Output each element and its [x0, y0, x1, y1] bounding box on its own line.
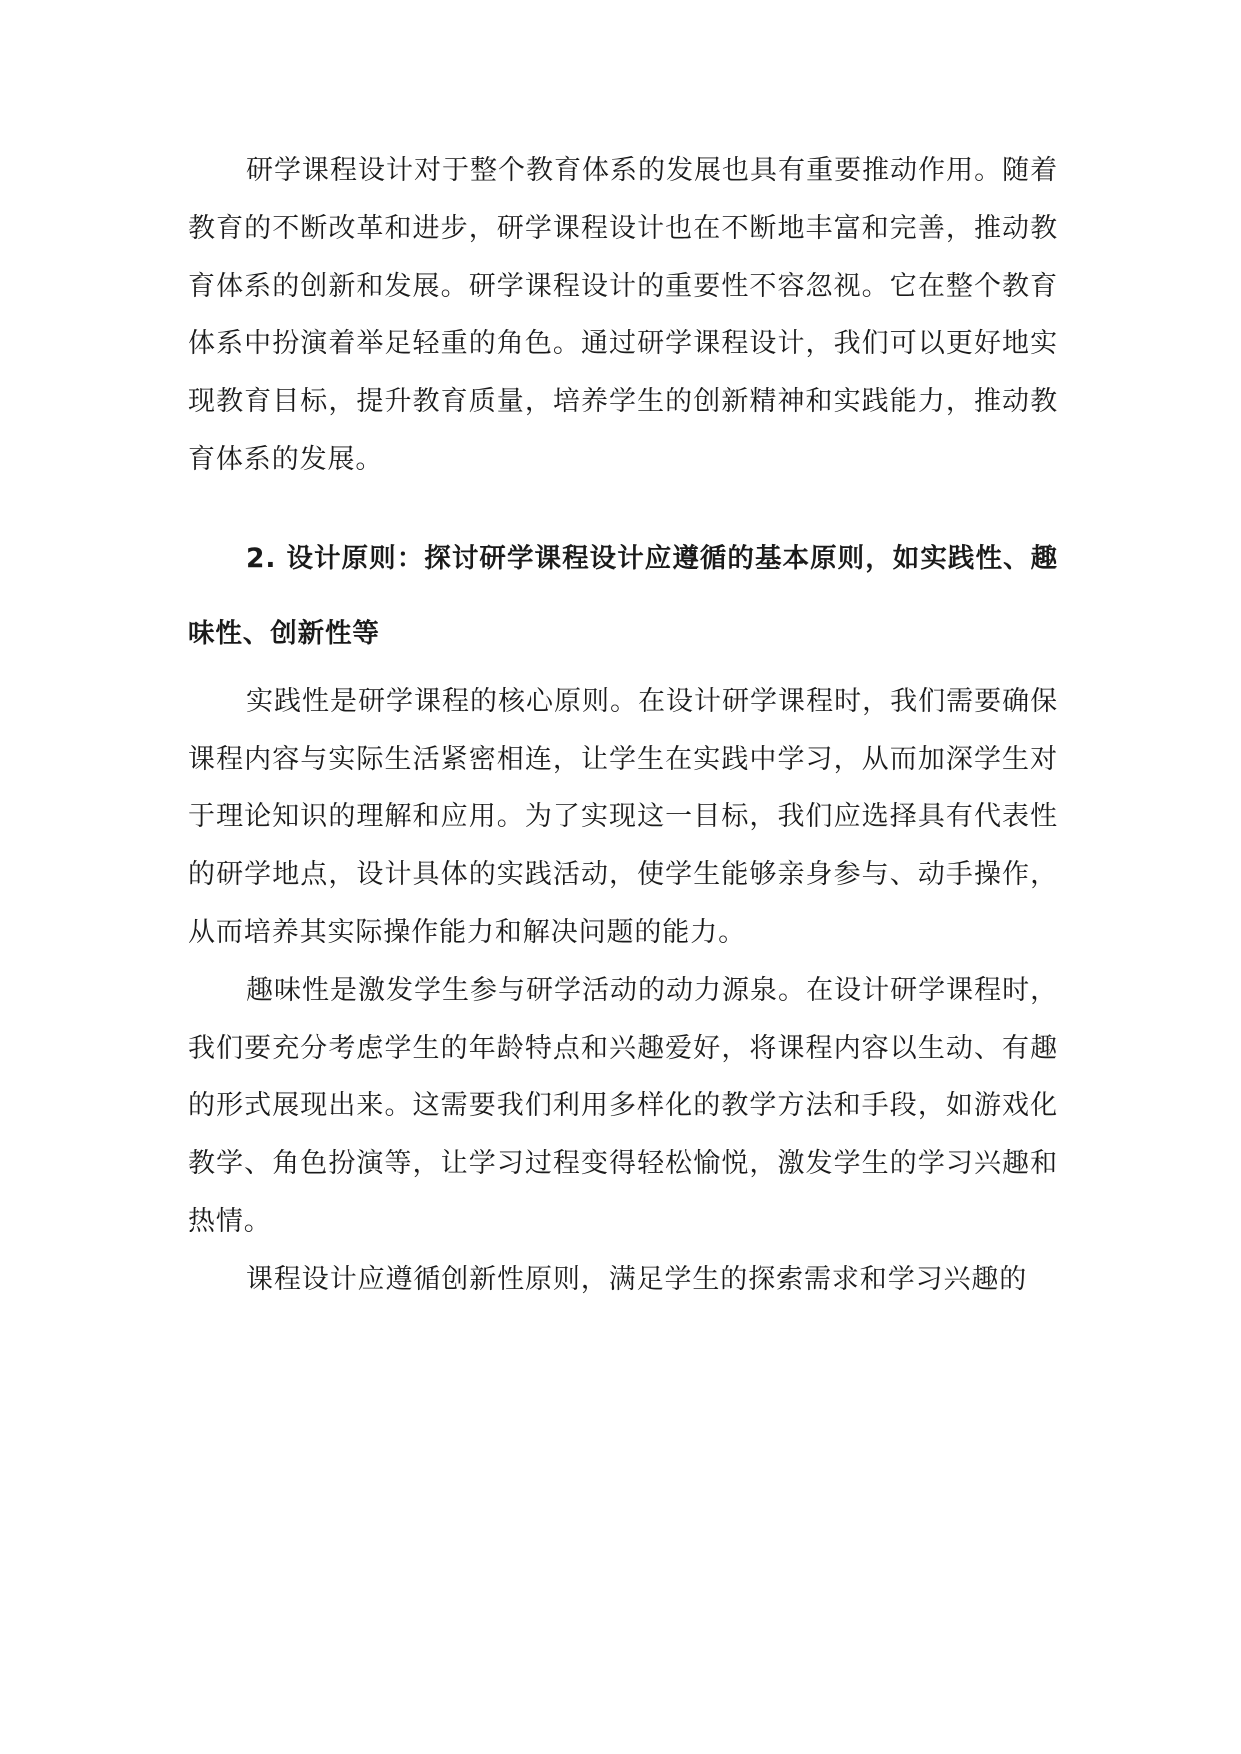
- paragraph-practicality: 实践性是研学课程的核心原则。在设计研学课程时，我们需要确保课程内容与实际生活紧密相连，让学生在实践中学习，从而加深学生对于理论知识的理解和应用。为了实现这一目标，我们应选择具有代表性的研学地点，设计具体的实践活动，使学生能够亲身参与、动手操作，从而培养其实际操作能力和解决问题的能力。: [188, 685, 1058, 948]
- section-heading-text: 设计原则：探讨研学课程设计应遵循的基本原则，如实践性、趣味性、创新性等: [188, 542, 1058, 649]
- paragraph-education-system: 研学课程设计对于整个教育体系的发展也具有重要推动作用。随着教育的不断改革和进步，研学课程设计也在不断地丰富和完善，推动教育体系的创新和发展。研学课程设计的重要性不容忽视。它在整个教育体系中扮演着举足轻重的角色。通过研学课程设计，我们可以更好地实现教育目标，提升教育质量，培养学生的创新精神和实践能力，推动教育体系的发展。: [188, 155, 1058, 475]
- paragraph-innovation: 课程设计应遵循创新性原则，满足学生的探索需求和学习兴趣的: [246, 1263, 1028, 1295]
- section-number: 2.: [246, 542, 277, 574]
- document-body: [188, 142, 1058, 1309]
- paragraph-interest: 趣味性是激发学生参与研学活动的动力源泉。在设计研学课程时，我们要充分考虑学生的年龄特点和兴趣爱好，将课程内容以生动、有趣的形式展现出来。这需要我们利用多样化的教学方法和手段，如游戏化教学、角色扮演等，让学习过程变得轻松愉悦，激发学生的学习兴趣和热情。: [188, 974, 1058, 1237]
- section-heading-design-principles: [188, 521, 1058, 671]
